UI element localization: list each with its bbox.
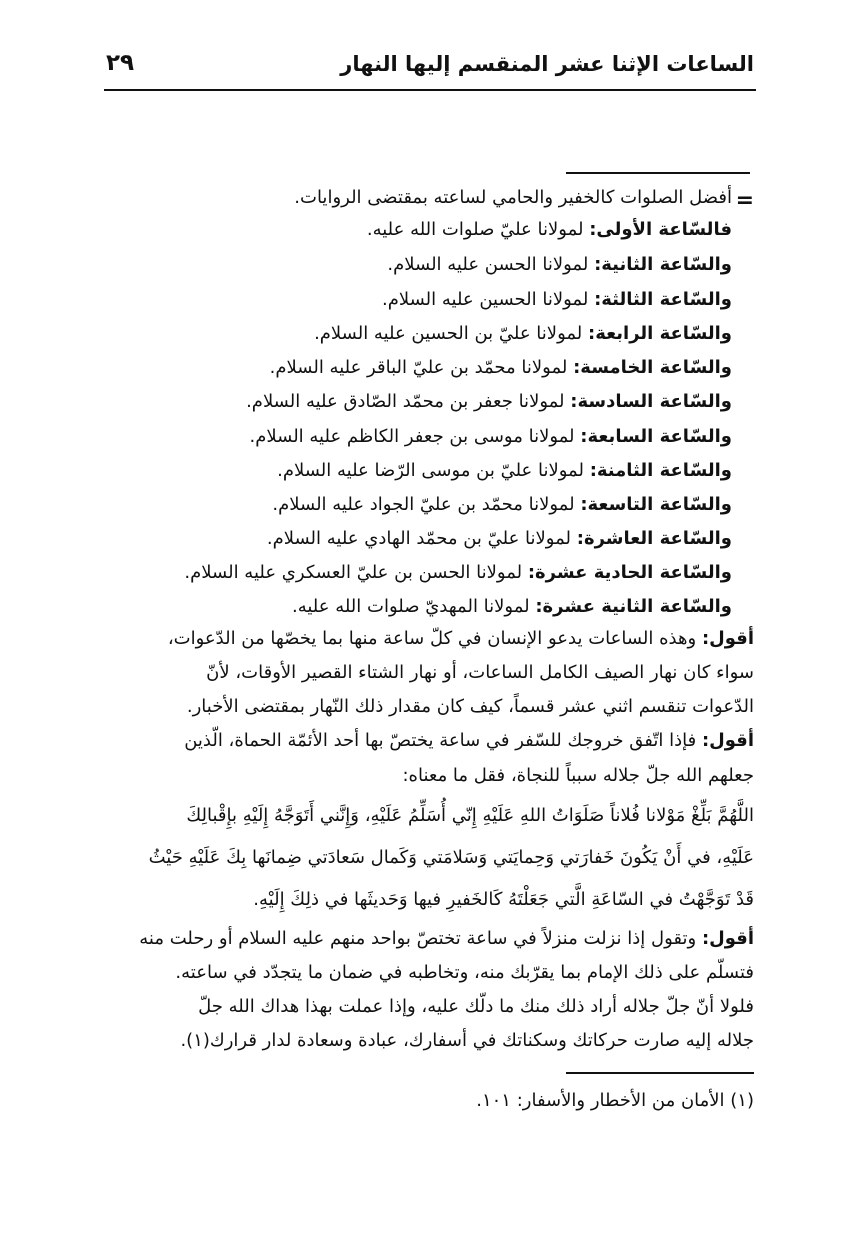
hour-text: لمولانا عليّ صلوات الله عليه. [366, 219, 584, 240]
hour-line [272, 489, 732, 521]
footnote: (١) الأمان من الأخطار والأسفار: ١٠١. [476, 1090, 754, 1111]
hour-label: فالسّاعة الأولى: [589, 219, 732, 240]
running-title: الساعات الإثنا عشر المنقسم إليها النهار [340, 52, 754, 76]
hour-text: لمولانا جعفر بن محمّد الصّادق عليه السلام. [246, 391, 565, 412]
hour-text: لمولانا محمّد بن عليّ الجواد عليه السلام. [272, 494, 575, 515]
paragraph-line [184, 725, 754, 757]
paragraph-line: سواء كان نهار الصيف الكامل الساعات، أو نهار الشتاء القصير الأوقات، لأنّ [206, 662, 754, 683]
continuation-mark: = [735, 188, 754, 213]
paragraph-line: الدّعوات تنقسم اثني عشر قسماً، كيف كان مقدار ذلك النّهار بمقتضى الأخبار. [186, 696, 754, 717]
paragraph-text: فإذا اتّفق خروجك للسّفر في ساعة يختصّ بها أحد الأئمّة الحماة، الّذين [184, 730, 697, 751]
hour-text: لمولانا الحسن بن عليّ العسكري عليه السلام. [184, 562, 523, 583]
paragraph-line [139, 923, 754, 955]
header-rule [104, 89, 756, 91]
hour-label: والسّاعة السابعة: [580, 426, 732, 447]
hour-label: والسّاعة الخامسة: [573, 357, 732, 378]
hour-label: والسّاعة الثانية: [594, 254, 732, 275]
prayer-line: عَلَيْهِ، في أَنْ يَكُونَ خَفارَتي وَحِمايَتي وَسَلامَتي وَكَمال سَعادَتي ضِمانَها بِكَ عَلَيْهِ حَيْثُ [148, 847, 754, 868]
paragraph-line [168, 623, 754, 655]
hour-text: لمولانا محمّد بن عليّ الباقر عليه السلام. [269, 357, 568, 378]
paragraph-label: أقول: [701, 928, 754, 949]
continuation-rule [566, 172, 750, 174]
hour-label: والسّاعة التاسعة: [580, 494, 732, 515]
prayer-line: قَدْ تَوَجَّهْتُ في السّاعَةِ الَّتي جَعَلْتَهُ كَالخَفيرِ فيها وَحَديثَها في ذلِكَ إِلَيْهِ. [253, 889, 754, 910]
paragraph-line: فتسلّم على ذلك الإمام بما يقرّبك منه، وتخاطبه في ضمان ما يتجدّد في ساعته. [175, 962, 754, 983]
paragraph-line: فلولا أنّ جلّ جلاله أراد ذلك منك ما دلّك عليه، وإذا عملت بهذا هداك الله جلّ [198, 996, 754, 1017]
hour-line [292, 591, 732, 623]
hour-line [367, 214, 732, 246]
hour-line [184, 557, 732, 589]
hour-line [270, 352, 732, 384]
hour-line [314, 318, 732, 350]
intro-line: أفضل الصلوات كالخفير والحامي لساعته بمقتضى الروايات. [294, 187, 732, 208]
hour-label: والسّاعة السادسة: [570, 391, 732, 412]
hour-label: والسّاعة الثامنة: [589, 460, 732, 481]
paragraph-text: وتقول إذا نزلت منزلاً في ساعة تختصّ بواحد منهم عليه السلام أو رحلت منه [139, 928, 697, 949]
hour-line [277, 455, 732, 487]
paragraph-label: أقول: [701, 628, 754, 649]
prayer-line: اللَّهُمَّ بَلِّغْ مَوْلانا فُلاناً صَلَوَاتُ اللهِ عَلَيْهِ إِنّي أُسَلِّمُ عَلَيْهِ، وَإِنَّني أَتَوَجَّهُ إِلَيْهِ بإِقْبالِكَ [186, 805, 754, 826]
hour-line [246, 386, 732, 418]
hour-label: والسّاعة الرابعة: [588, 323, 732, 344]
hour-line [382, 284, 732, 316]
footnote-rule [566, 1072, 754, 1074]
paragraph-line: جعلهم الله جلّ جلاله سبباً للنجاة، فقل ما معناه: [402, 765, 754, 786]
hour-line [250, 421, 732, 453]
hour-line [267, 523, 732, 555]
hour-text: لمولانا الحسين عليه السلام. [381, 289, 589, 310]
paragraph-line: جلاله إليه صارت حركاتك وسكناتك في أسفارك، عبادة وسعادة لدار قرارك(١). [180, 1030, 754, 1051]
hour-label: والسّاعة الثالثة: [594, 289, 732, 310]
hour-text: لمولانا الحسن عليه السلام. [387, 254, 589, 275]
paragraph-text: وهذه الساعات يدعو الإنسان في كلّ ساعة منها بما يخصّها من الدّعوات، [167, 628, 697, 649]
hour-line [387, 249, 732, 281]
hour-label: والسّاعة العاشرة: [576, 528, 732, 549]
paragraph-label: أقول: [701, 730, 754, 751]
hour-text: لمولانا عليّ بن الحسين عليه السلام. [314, 323, 583, 344]
hour-text: لمولانا عليّ بن محمّد الهادي عليه السلام. [266, 528, 572, 549]
hour-text: لمولانا عليّ بن موسى الرّضا عليه السلام. [277, 460, 584, 481]
hour-text: لمولانا المهديّ صلوات الله عليه. [291, 596, 530, 617]
hour-label: والسّاعة الحادية عشرة: [527, 562, 732, 583]
page-number: ٢٩ [106, 50, 135, 76]
hour-text: لمولانا موسى بن جعفر الكاظم عليه السلام. [249, 426, 575, 447]
hour-label: والسّاعة الثانية عشرة: [535, 596, 732, 617]
